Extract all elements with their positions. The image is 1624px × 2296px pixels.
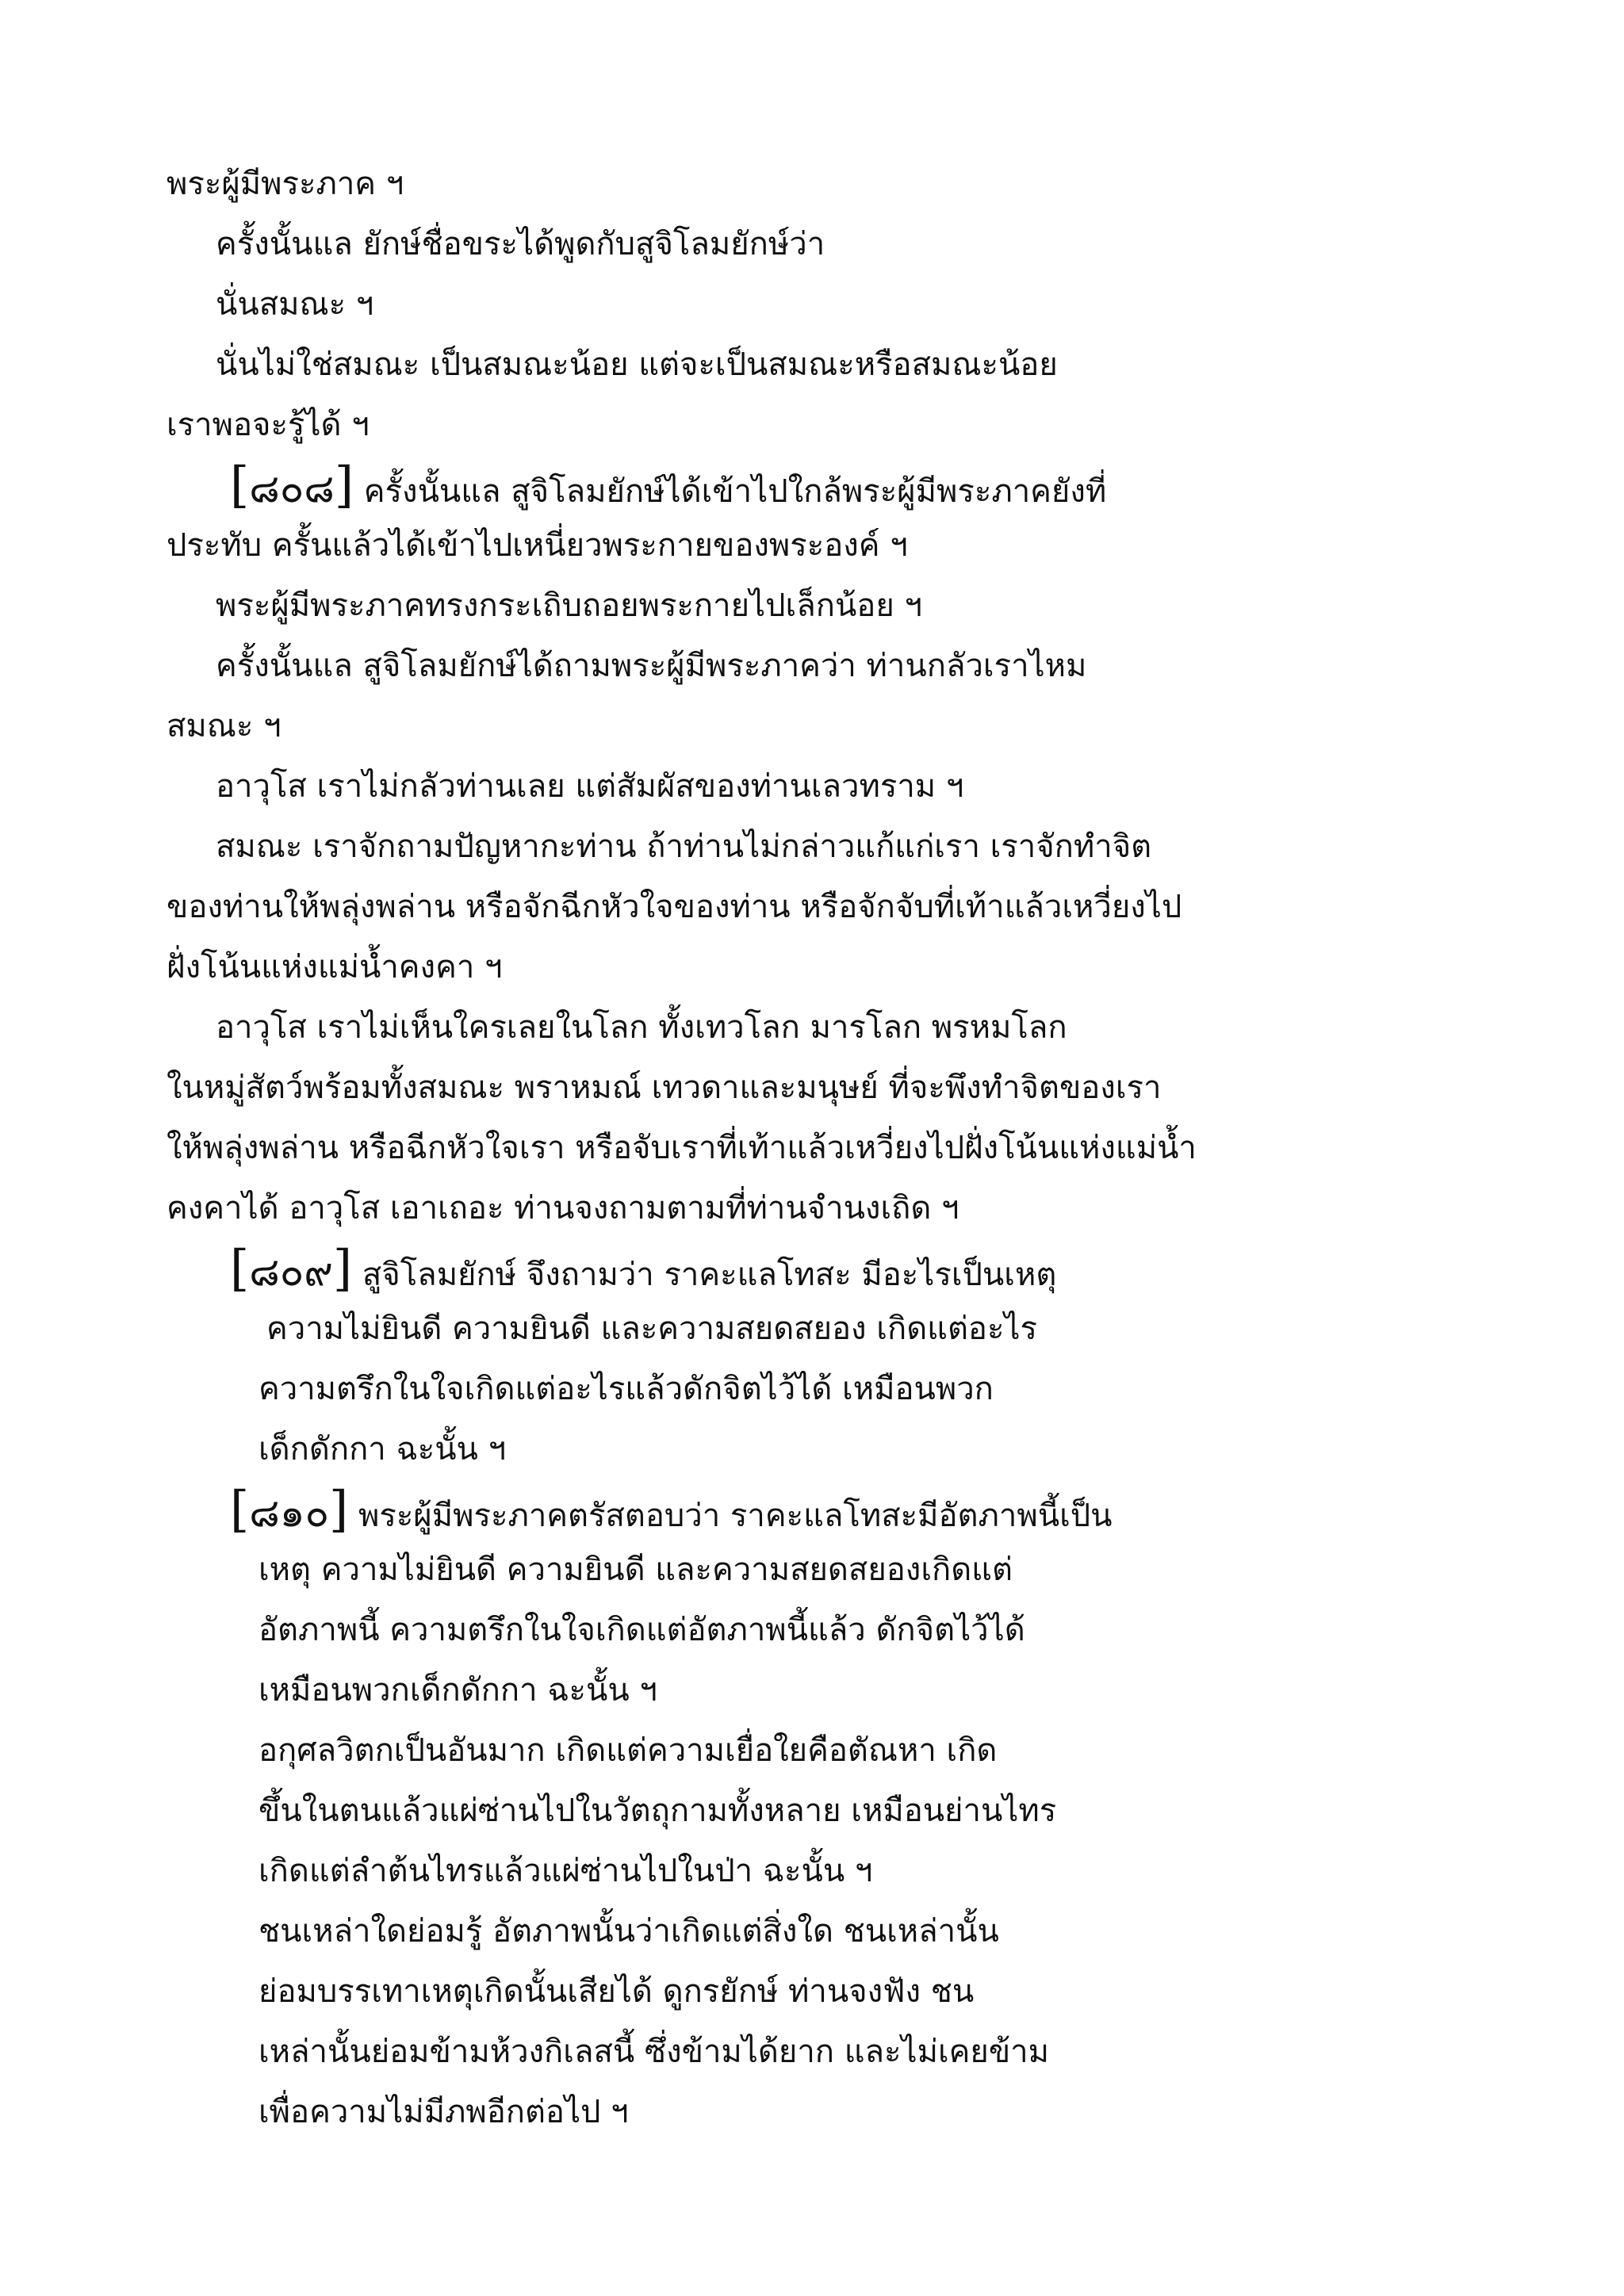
text-line: สมณะ ฯ bbox=[167, 708, 282, 744]
text-line: ครั้งนั้นแล ยักษ์ชื่อขระได้พูดกับสูจิโลมยักษ์ว่า bbox=[216, 226, 825, 262]
text-line: ให้พลุ่งพล่าน หรือฉีกหัวใจเรา หรือจับเราที่เท้าแล้วเหวี่ยงไปฝั่งโน้นแห่งแม่น้ำ bbox=[167, 1130, 1197, 1166]
verse-line: อัตภาพนี้ ความตรึกในใจเกิดแต่อัตภาพนี้แล้ว ดักจิตไว้ได้ bbox=[259, 1612, 1025, 1648]
text-line: อาวุโส เราไม่เห็นใครเลยในโลก ทั้งเทวโลก มารโลก พรหมโลก bbox=[216, 1009, 1067, 1046]
verse-line: เกิดแต่ลำต้นไทรแล้วแผ่ซ่านไปในป่า ฉะนั้น ฯ bbox=[259, 1853, 873, 1889]
verse-line: เพื่อความไม่มีภพอีกต่อไป ฯ bbox=[259, 2094, 629, 2130]
text-line: ในหมู่สัตว์พร้อมทั้งสมณะ พราหมณ์ เทวดาและมนุษย์ ที่จะพึงทำจิตของเรา bbox=[167, 1070, 1162, 1106]
text-line: พระผู้มีพระภาคตรัสตอบว่า ราคะแลโทสะมีอัตภาพนี้เป็น bbox=[358, 1498, 1113, 1534]
verse-line: เด็กดักกา ฉะนั้น ฯ bbox=[259, 1431, 507, 1468]
text-line: ฝั่งโน้นแห่งแม่น้ำคงคา ฯ bbox=[167, 949, 503, 985]
paragraph-809 bbox=[230, 1239, 1057, 1297]
text-line: พระผู้มีพระภาค ฯ bbox=[167, 166, 404, 202]
text-line: พระผู้มีพระภาคทรงกระเถิบถอยพระกายไปเล็กน้อย ฯ bbox=[216, 587, 922, 624]
paragraph-810 bbox=[230, 1480, 1113, 1538]
text-line: สูจิโลมยักษ์ จึงถามว่า ราคะแลโทสะ มีอะไรเป็นเหตุ bbox=[362, 1257, 1057, 1293]
verse-line: เหมือนพวกเด็กดักกา ฉะนั้น ฯ bbox=[259, 1672, 657, 1709]
verse-line: อกุศลวิตกเป็นอันมาก เกิดแต่ความเยื่อใยคือตัณหา เกิด bbox=[259, 1732, 998, 1769]
verse-line: ชนเหล่าใดย่อมรู้ อัตภาพนั้นว่าเกิดแต่สิ่งใด ชนเหล่านั้น bbox=[259, 1913, 999, 1950]
text-line: เราพอจะรู้ได้ ฯ bbox=[167, 407, 370, 443]
paragraph-number: [๘๐๙] bbox=[230, 1239, 353, 1297]
text-line: ประทับ ครั้นแล้วได้เข้าไปเหนี่ยวพระกายของพระองค์ ฯ bbox=[167, 527, 908, 564]
text-line: นั่นสมณะ ฯ bbox=[216, 286, 374, 323]
paragraph-number: [๘๑๐] bbox=[230, 1480, 349, 1538]
verse-line: เหล่านั้นย่อมข้ามห้วงกิเลสนี้ ซึ่งข้ามได้ยาก และไม่เคยข้าม bbox=[259, 2034, 1050, 2070]
paragraph-808 bbox=[230, 456, 1107, 514]
text-line: ของท่านให้พลุ่งพล่าน หรือจักฉีกหัวใจของท่าน หรือจักจับที่เท้าแล้วเหวี่ยงไป bbox=[167, 889, 1182, 925]
text-line: อาวุโส เราไม่กลัวท่านเลย แต่สัมผัสของท่านเลวทราม ฯ bbox=[216, 768, 964, 805]
verse-line: ความตรึกในใจเกิดแต่อะไรแล้วดักจิตไว้ได้ เหมือนพวก bbox=[259, 1371, 994, 1407]
text-line: นั่นไม่ใช่สมณะ เป็นสมณะน้อย แต่จะเป็นสมณะหรือสมณะน้อย bbox=[216, 346, 1058, 383]
verse-line: ขึ้นในตนแล้วแผ่ซ่านไปในวัตถุกามทั้งหลาย เหมือนย่านไทร bbox=[259, 1793, 1057, 1829]
verse-line: ย่อมบรรเทาเหตุเกิดนั้นเสียได้ ดูกรยักษ์ ท่านจงฟัง ชน bbox=[259, 1973, 975, 2010]
verse-line: เหตุ ความไม่ยินดี ความยินดี และความสยดสยองเกิดแต่ bbox=[259, 1552, 1013, 1588]
text-line: คงคาได้ อาวุโส เอาเถอะ ท่านจงถามตามที่ท่านจำนงเถิด ฯ bbox=[167, 1190, 959, 1226]
verse-line: ความไม่ยินดี ความยินดี และความสยดสยอง เกิดแต่อะไร bbox=[266, 1311, 1038, 1347]
text-line: ครั้งนั้นแล สูจิโลมยักษ์ได้เข้าไปใกล้พระผู้มีพระภาคยังที่ bbox=[363, 473, 1107, 510]
paragraph-number: [๘๐๘] bbox=[230, 456, 354, 514]
text-line: สมณะ เราจักถามปัญหากะท่าน ถ้าท่านไม่กล่าวแก้แก่เรา เราจักทำจิต bbox=[216, 828, 1152, 865]
text-line: ครั้งนั้นแล สูจิโลมยักษ์ได้ถามพระผู้มีพระภาคว่า ท่านกลัวเราไหม bbox=[216, 648, 1087, 684]
